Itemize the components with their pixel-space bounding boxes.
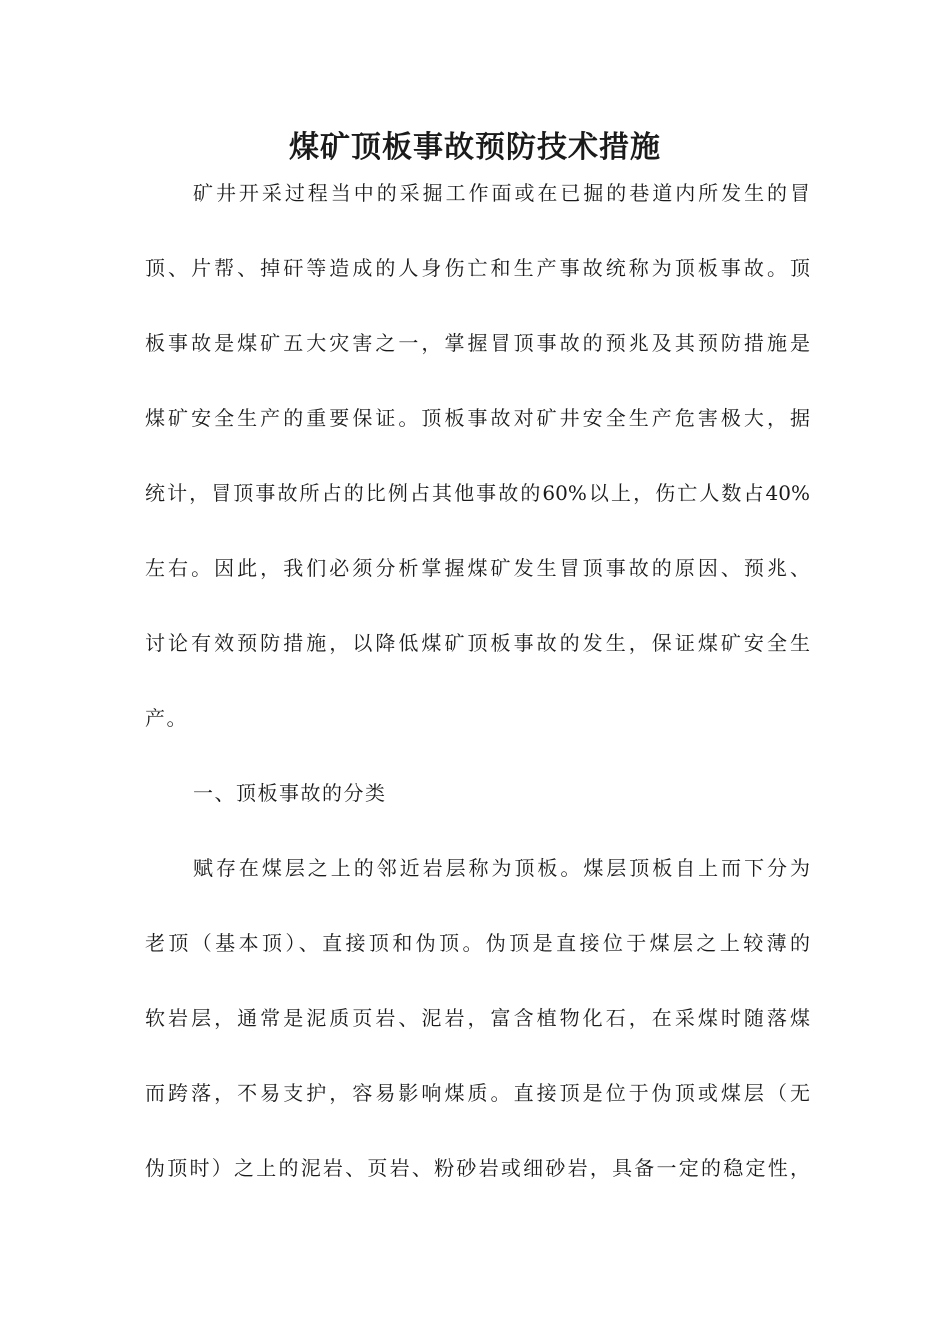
section-heading: 一、顶板事故的分类 [193,781,387,805]
paragraph-line: 左右。因此，我们必须分析掌握煤矿发生冒顶事故的原因、预兆、 [145,556,810,580]
paragraph-line: 产。 [145,706,188,730]
paragraph-line: 伪顶时）之上的泥岩、页岩、粉砂岩或细砂岩，具备一定的稳定性， [145,1156,810,1180]
paragraph-line: 煤矿安全生产的重要保证。顶板事故对矿井安全生产危害极大，据 [145,406,810,430]
paragraph-line: 讨论有效预防措施，以降低煤矿顶板事故的发生，保证煤矿安全生 [145,631,810,655]
paragraph-line: 板事故是煤矿五大灾害之一，掌握冒顶事故的预兆及其预防措施是 [145,331,810,355]
document-title: 煤矿顶板事故预防技术措施 [289,130,661,165]
paragraph-line: 统计，冒顶事故所占的比例占其他事故的60%以上，伤亡人数占40% [145,481,810,505]
paragraph-line: 而跨落，不易支护，容易影响煤质。直接顶是位于伪顶或煤层（无 [145,1081,810,1105]
paragraph-line: 顶、片帮、掉矸等造成的人身伤亡和生产事故统称为顶板事故。顶 [145,256,810,280]
paragraph-line: 矿井开采过程当中的采掘工作面或在已掘的巷道内所发生的冒 [193,181,810,205]
paragraph-line: 老顶（基本顶）、直接顶和伪顶。伪顶是直接位于煤层之上较薄的 [145,931,810,955]
paragraph-line: 软岩层，通常是泥质页岩、泥岩，富含植物化石，在采煤时随落煤 [145,1006,810,1030]
paragraph-line: 赋存在煤层之上的邻近岩层称为顶板。煤层顶板自上而下分为 [193,856,810,880]
